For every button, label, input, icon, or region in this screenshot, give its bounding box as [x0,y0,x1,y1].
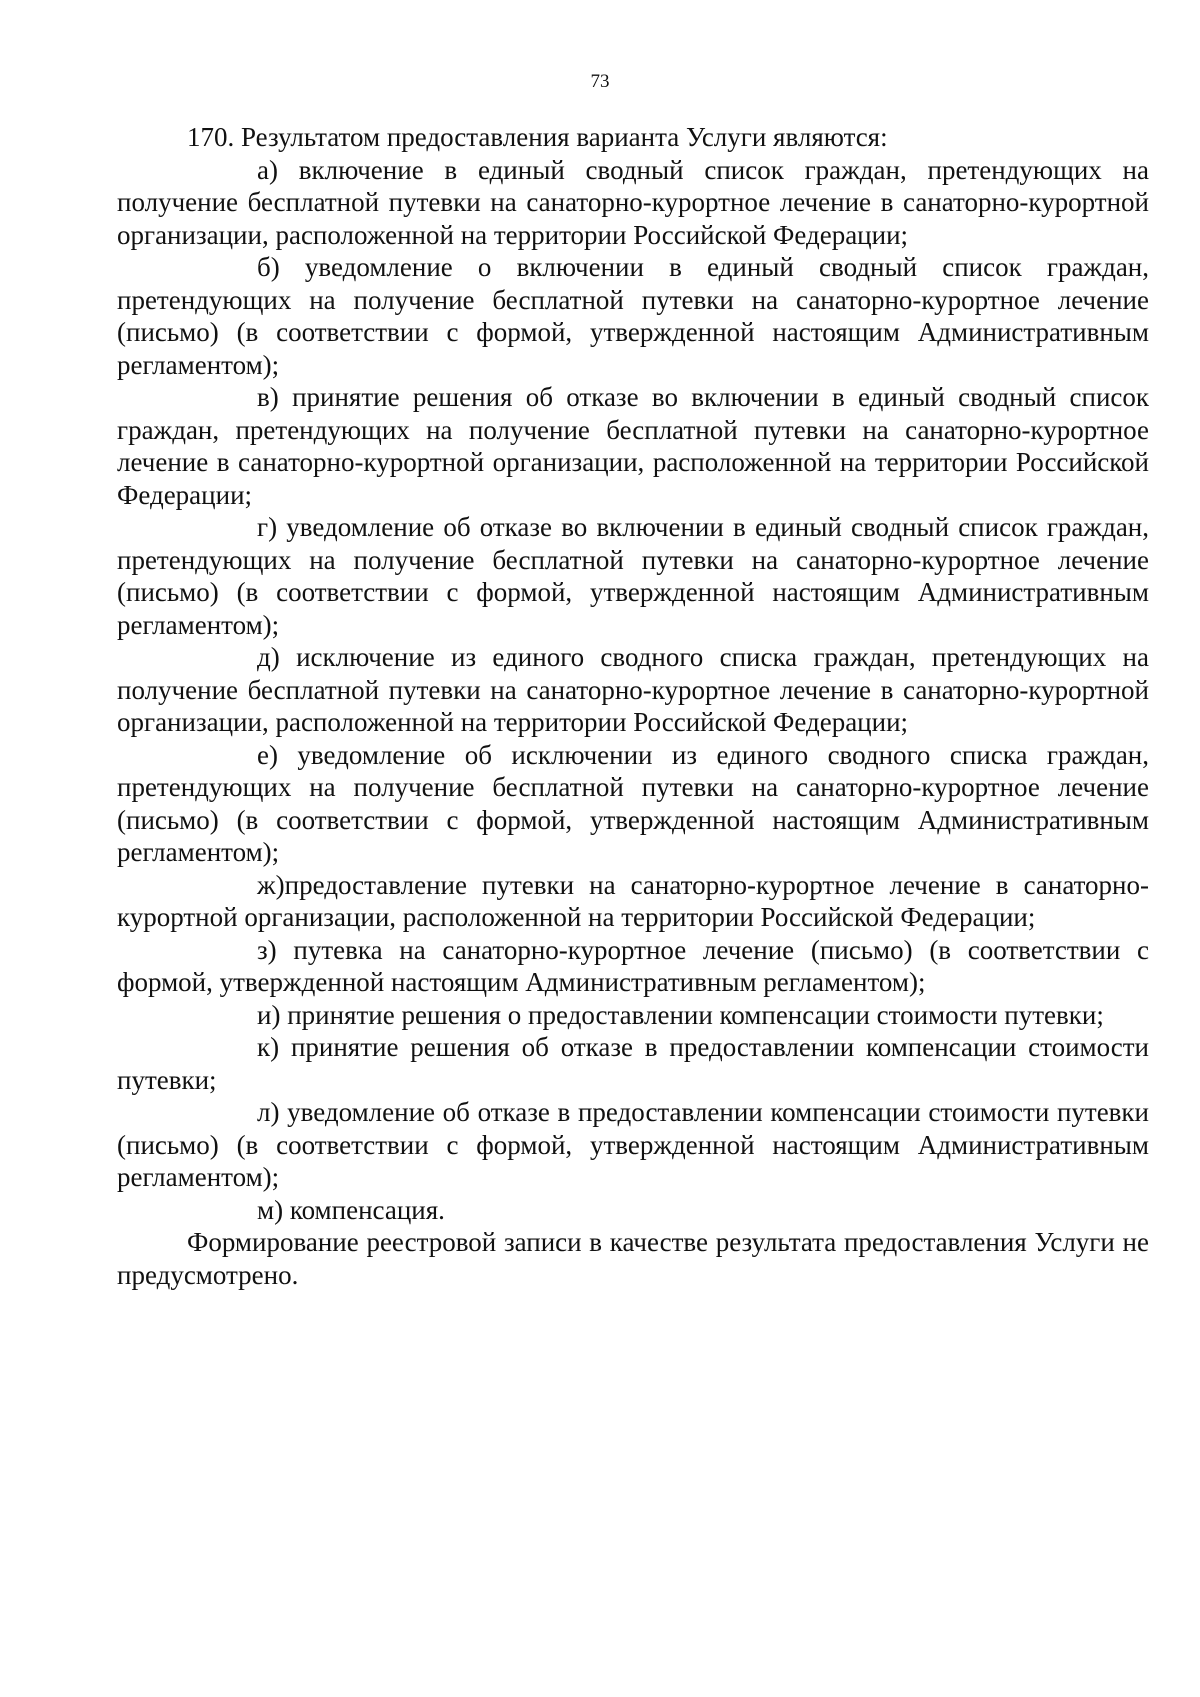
item-letter: ж) [257,869,285,900]
item-letter: в) [257,382,279,412]
item-text: принятие решения об отказе во включении в единый сводный список граждан, претендующих на получение бесплатной путевки на санаторно-курортное лечение в санаторно-курортной организации, расположенной на территории Российской Федерации; [117,382,1150,510]
page-number: 73 [590,71,610,92]
document-body [117,121,1149,1291]
list-item [117,154,1149,252]
list-item [117,934,1149,999]
list-item [117,641,1149,739]
list-item [117,1096,1149,1194]
item-text: уведомление об исключении из единого сводного списка граждан, претендующих на получение бесплатной путевки на санаторно-курортное лечение (письмо) (в соответствии с формой, утвержденной настоящим Административным регламентом); [117,739,1149,867]
item-letter: д) [257,642,280,672]
list-item [117,511,1149,641]
paragraph-closing: Формирование реестровой записи в качестве результата предоставления Услуги не предусмотрено. [117,1227,1149,1290]
list-item [117,869,1149,934]
item-text: включение в единый сводный список граждан, претендующих на получение бесплатной путевки на санаторно-курортное лечение в санаторно-курортной организации, расположенной на территории Российской Федерации; [117,154,1149,250]
item-letter: г) [257,512,278,542]
item-letter: и) [257,999,281,1030]
list-item [117,999,1149,1032]
item-text: компенсация. [289,1194,445,1225]
item-letter: з) [257,934,277,965]
item-text: предоставление путевки на санаторно-курортное лечение в санаторно-курортной организации, расположенной на территории Российской Федерации; [117,869,1149,932]
item-letter: л) [257,1097,280,1127]
item-text: уведомление о включении в единый сводный список граждан, претендующих на получение бесплатной путевки на санаторно-курортное лечение (письмо) (в соответствии с формой, утвержденной настоящим Административным регламентом); [117,252,1149,380]
item-letter: м) [257,1194,284,1225]
item-text: путевка на санаторно-курортное лечение (письмо) (в соответствии с формой, утвержденной настоящим Административным регламентом); [117,934,1149,997]
list-item [117,381,1149,511]
list-item [117,1194,1149,1227]
list-item [117,1031,1149,1096]
item-text: принятие решения о предоставлении компенсации стоимости путевки; [287,999,1104,1030]
list-item [117,739,1149,869]
paragraph-intro: 170. Результатом предоставления варианта Услуги являются: [187,122,888,152]
item-letter: а) [257,154,278,185]
item-letter: б) [257,252,280,282]
item-text: принятие решения об отказе в предоставлении компенсации стоимости путевки; [117,1032,1150,1095]
item-text: уведомление об отказе во включении в единый сводный список граждан, претендующих на получение бесплатной путевки на санаторно-курортное лечение (письмо) (в соответствии с формой, утвержденной настоящим Административным регламентом); [117,512,1149,640]
list-item [117,251,1149,381]
item-letter: е) [257,739,278,770]
item-text: уведомление об отказе в предоставлении компенсации стоимости путевки (письмо) (в соответствии с формой, утвержденной настоящим Административным регламентом); [117,1097,1149,1192]
item-letter: к) [257,1032,280,1062]
item-text: исключение из единого сводного списка граждан, претендующих на получение бесплатной путевки на санаторно-курортное лечение в санаторно-курортной организации, расположенной на территории Российской Федерации; [117,642,1149,737]
